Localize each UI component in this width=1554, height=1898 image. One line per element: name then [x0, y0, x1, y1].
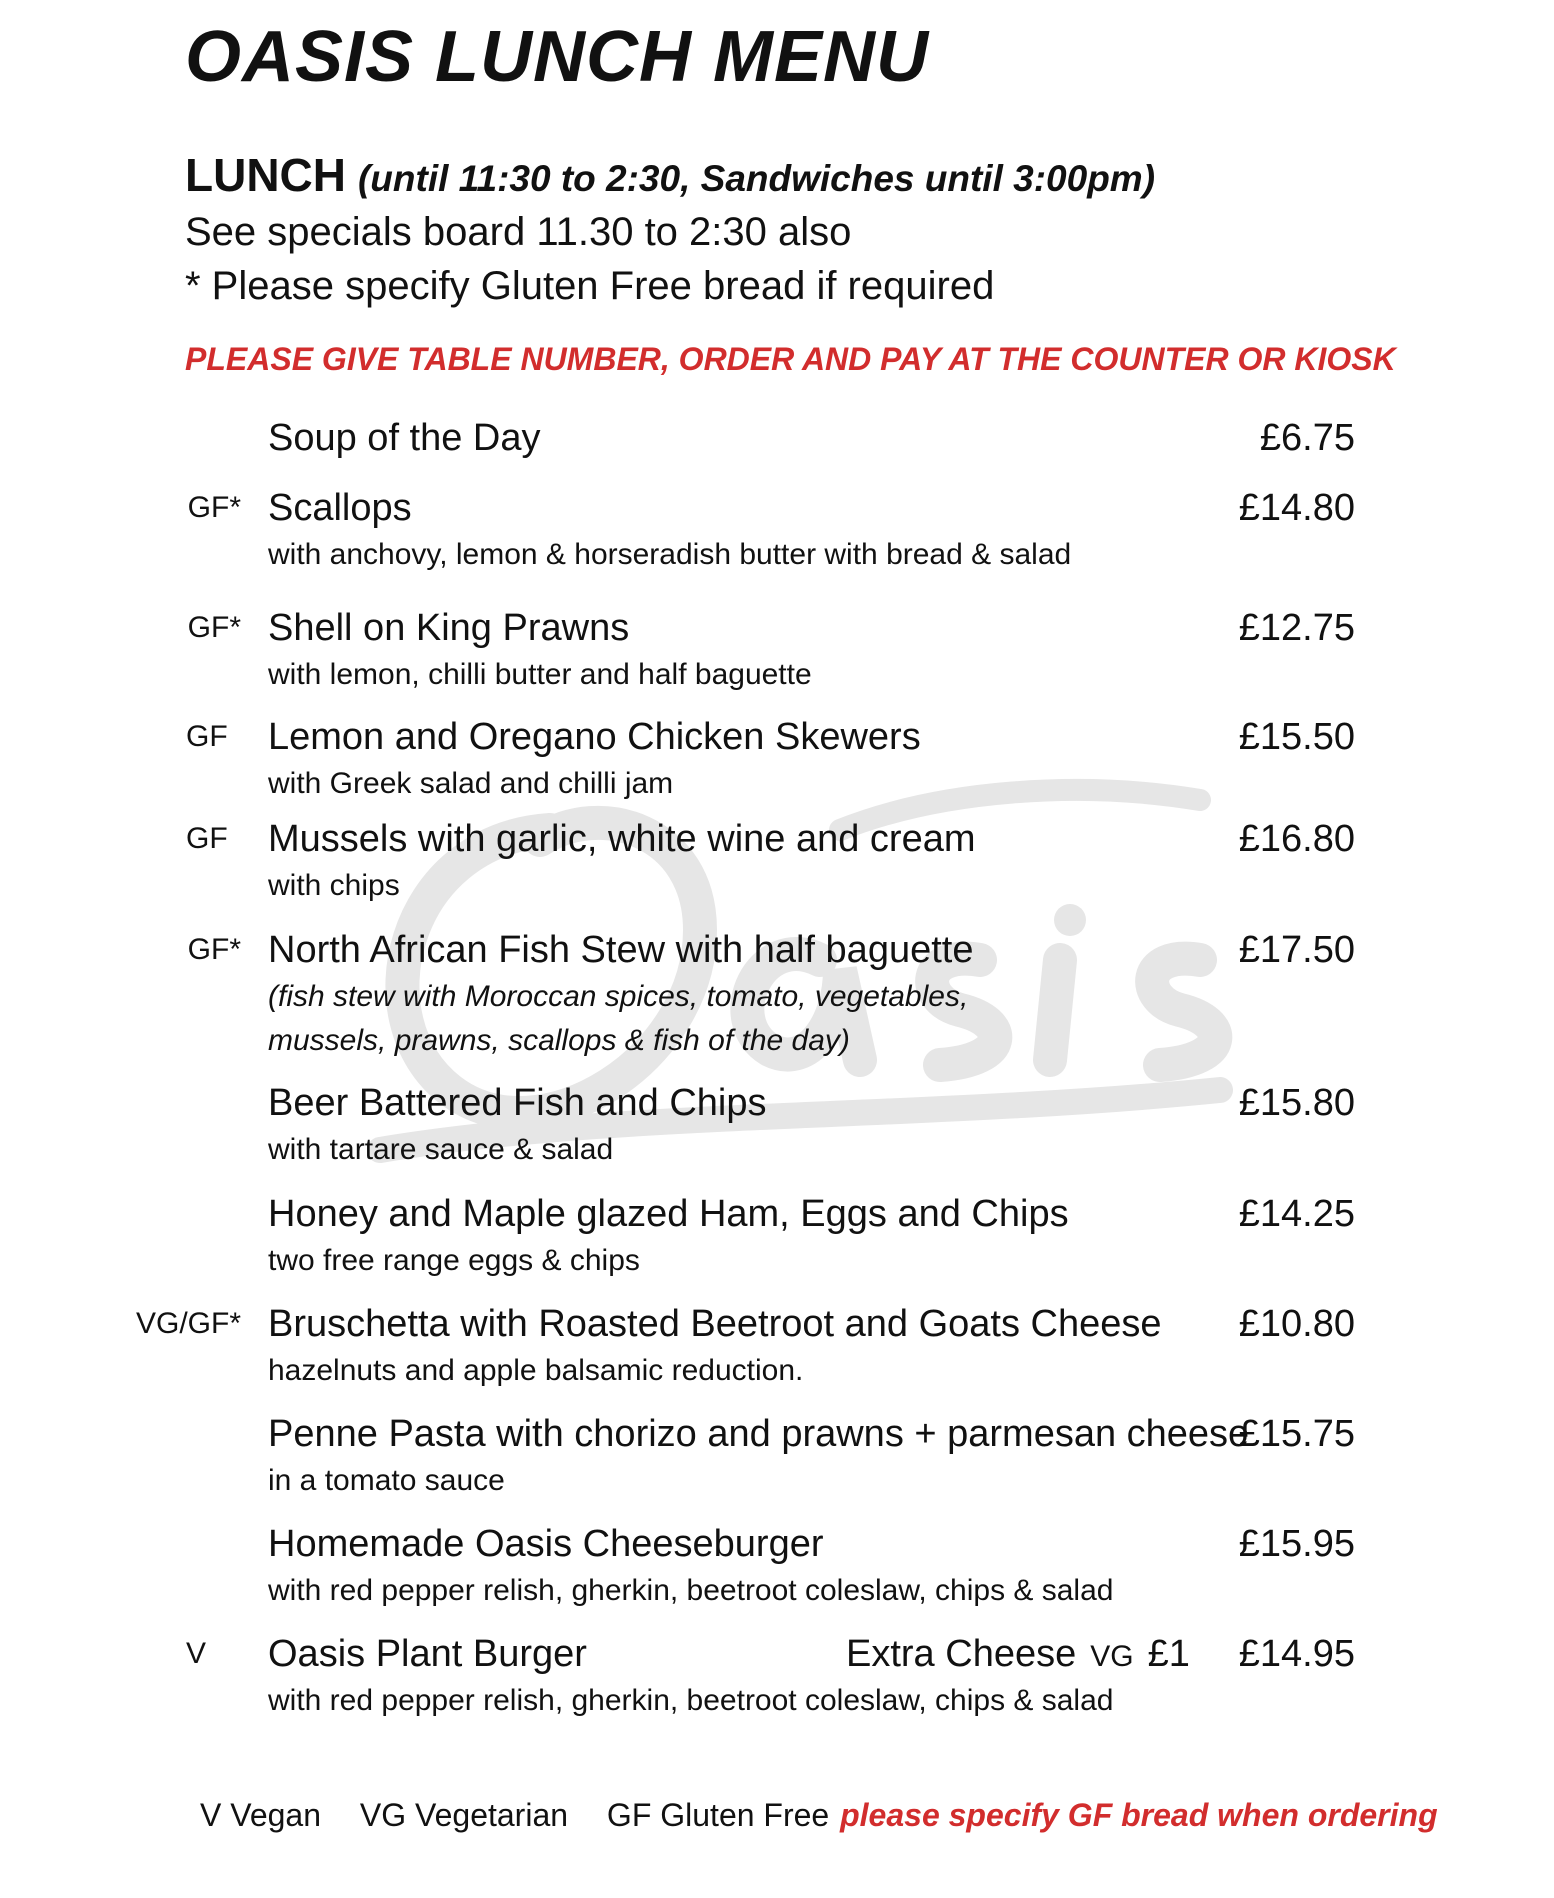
legend-gf-note: please specify GF bread when ordering: [840, 1797, 1438, 1833]
item-name: Honey and Maple glazed Ham, Eggs and Chips: [268, 1193, 1069, 1235]
item-name: Homemade Oasis Cheeseburger: [268, 1523, 824, 1565]
item-price: £14.25: [1238, 1193, 1355, 1235]
item-name: Lemon and Oregano Chicken Skewers: [268, 716, 921, 758]
gluten-free-note: * Please specify Gluten Free bread if required: [185, 264, 995, 308]
dietary-tag: GF*: [187, 491, 241, 524]
menu-title: OASIS LUNCH MENU: [185, 17, 930, 97]
extra-option: [846, 1632, 1190, 1679]
order-notice: PLEASE GIVE TABLE NUMBER, ORDER AND PAY AT THE COUNTER OR KIOSK: [185, 341, 1396, 377]
item-name: Mussels with garlic, white wine and cream: [268, 818, 976, 860]
item-price: £16.80: [1238, 818, 1355, 860]
item-description: mussels, prawns, scallops & fish of the day): [268, 1024, 850, 1057]
item-price: £6.75: [1259, 417, 1355, 459]
extra-tag: VG: [1090, 1640, 1134, 1673]
item-description: with red pepper relish, gherkin, beetroot coleslaw, chips & salad: [268, 1574, 1114, 1607]
item-description: with Greek salad and chilli jam: [268, 767, 674, 800]
item-description: with chips: [268, 869, 400, 902]
item-name: Beer Battered Fish and Chips: [268, 1082, 767, 1124]
extra-label: Extra Cheese: [846, 1633, 1077, 1675]
item-name: Soup of the Day: [268, 417, 541, 459]
item-description: two free range eggs & chips: [268, 1244, 640, 1277]
extra-price: £1: [1147, 1633, 1190, 1675]
dietary-tag: GF: [186, 822, 228, 855]
dietary-legend: [200, 1796, 1438, 1834]
item-description: in a tomato sauce: [268, 1464, 505, 1497]
item-description: with lemon, chilli butter and half baguette: [268, 658, 812, 691]
dietary-tag: V: [186, 1637, 207, 1670]
lunch-hours: [185, 148, 1155, 203]
item-price: £15.75: [1238, 1413, 1355, 1455]
item-price: £14.95: [1238, 1633, 1355, 1675]
lunch-heading: LUNCH: [185, 149, 346, 201]
item-description: (fish stew with Moroccan spices, tomato, vegetables,: [268, 980, 969, 1013]
dietary-tag: GF*: [187, 611, 241, 644]
lunch-times: (until 11:30 to 2:30, Sandwiches until 3:00pm): [357, 158, 1156, 199]
item-price: £15.95: [1238, 1523, 1355, 1565]
legend-gluten-free: GF Gluten Free: [606, 1797, 830, 1833]
item-name: Shell on King Prawns: [268, 607, 630, 649]
item-price: £12.75: [1238, 607, 1355, 649]
item-name: Bruschetta with Roasted Beetroot and Goats Cheese: [268, 1303, 1162, 1345]
item-price: £15.80: [1238, 1082, 1355, 1124]
legend-vegetarian: VG Vegetarian: [359, 1797, 569, 1833]
item-name: Penne Pasta with chorizo and prawns + parmesan cheese: [268, 1413, 1250, 1455]
item-description: with anchovy, lemon & horseradish butter with bread & salad: [268, 538, 1072, 571]
item-name: Scallops: [268, 487, 412, 529]
item-name: North African Fish Stew with half baguette: [268, 929, 974, 971]
dietary-tag: VG/GF*: [135, 1307, 241, 1340]
item-price: £14.80: [1238, 487, 1355, 529]
item-description: hazelnuts and apple balsamic reduction.: [268, 1354, 804, 1387]
legend-vegan: V Vegan: [200, 1797, 321, 1833]
specials-note: See specials board 11.30 to 2:30 also: [185, 210, 852, 254]
item-price: £17.50: [1238, 929, 1355, 971]
dietary-tag: GF: [186, 720, 228, 753]
item-price: £15.50: [1238, 716, 1355, 758]
dietary-tag: GF*: [187, 933, 241, 966]
item-name: Oasis Plant Burger: [268, 1633, 587, 1675]
item-price: £10.80: [1238, 1303, 1355, 1345]
item-description: with tartare sauce & salad: [268, 1133, 614, 1166]
item-description: with red pepper relish, gherkin, beetroot coleslaw, chips & salad: [268, 1684, 1114, 1717]
